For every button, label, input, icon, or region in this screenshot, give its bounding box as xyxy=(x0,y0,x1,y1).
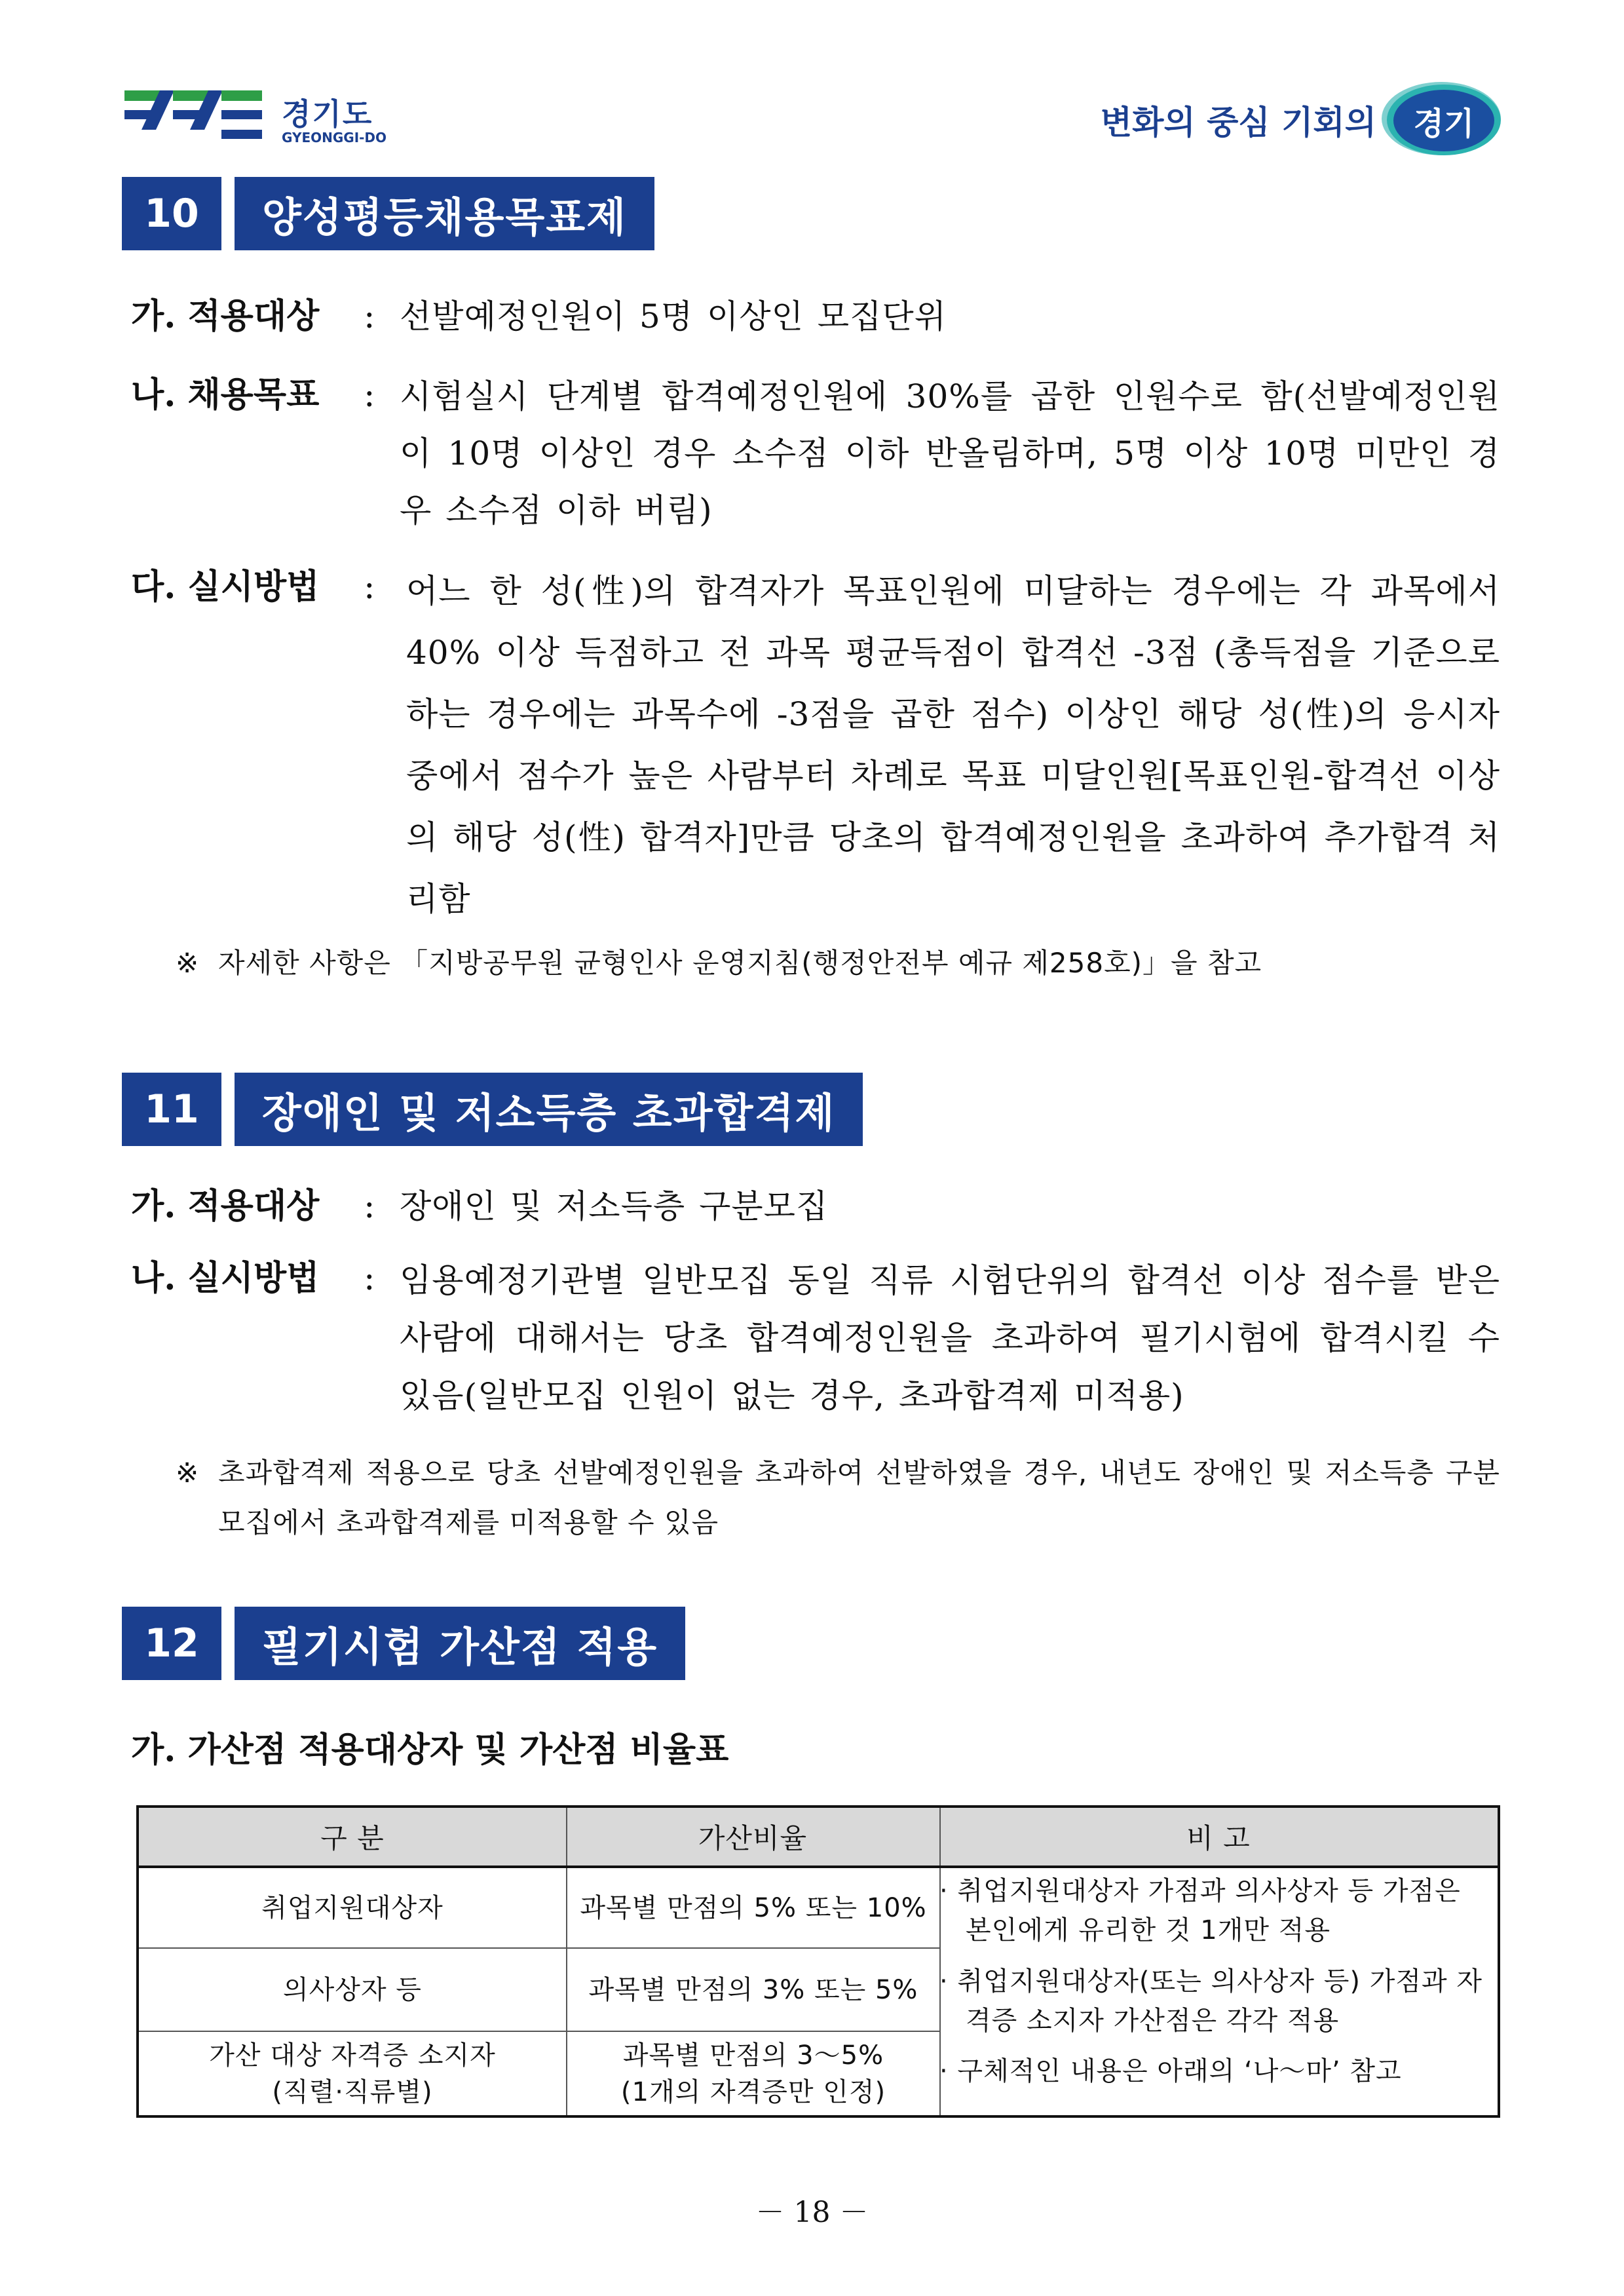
page-number: － 18 － xyxy=(755,2196,869,2229)
item-label: 가. 적용대상 xyxy=(131,296,320,336)
section-number: 12 xyxy=(122,1607,221,1680)
section-title: 양성평등채용목표제 xyxy=(235,177,654,250)
section-number: 10 xyxy=(122,177,221,250)
table-remark: · 구체적인 내용은 아래의 ‘나～마’ 참고 xyxy=(939,2056,1402,2086)
note-text: 자세한 사항은 「지방공무원 균형인사 운영지침(행정안전부 예규 제258호)」을 참고 xyxy=(218,947,1262,979)
item-label: 다. 실시방법 xyxy=(131,567,320,607)
slogan-badge xyxy=(1382,82,1506,157)
section-number: 11 xyxy=(122,1073,221,1146)
table-row-rate: 과목별 만점의 5% 또는 10% xyxy=(580,1892,927,1923)
section-title: 필기시험 가산점 적용 xyxy=(235,1607,685,1680)
table-header-rate: 가산비율 xyxy=(566,1808,939,1866)
section-12-subheading: 가. 가산점 적용대상자 및 가산점 비율표 xyxy=(131,1730,729,1770)
bonus-points-table xyxy=(136,1805,1500,2118)
logo-mark-icon xyxy=(124,90,262,156)
table-header-remarks: 비 고 xyxy=(939,1808,1498,1866)
item-colon: : xyxy=(364,297,375,336)
section-12-header xyxy=(122,1607,685,1680)
item-text: 시험실시 단계별 합격예정인원에 30%를 곱한 인원수로 함(선발예정인원이 10명 이상인 경우 소수점 이하 반올림하며, 5명 이상 10명 미만인 경우 소수점 이하 버림) xyxy=(400,377,1500,529)
item-colon: : xyxy=(364,1187,375,1226)
logo-subtitle: GYEONGGI-DO xyxy=(282,130,387,145)
item-colon: : xyxy=(364,375,375,415)
table-row-category: 의사상자 등 xyxy=(283,1974,422,2005)
section-10-header xyxy=(122,177,654,250)
slogan xyxy=(1101,82,1506,157)
note-mark: ※ xyxy=(176,947,199,979)
table-row-rate: 과목별 만점의 3% 또는 5% xyxy=(588,1974,918,2005)
gyeonggi-logo xyxy=(124,90,387,156)
item-label: 가. 적용대상 xyxy=(131,1186,320,1226)
section-10-item-target xyxy=(131,290,1500,343)
section-11-header xyxy=(122,1073,863,1146)
item-label: 나. 채용목표 xyxy=(131,375,320,415)
item-colon: : xyxy=(364,1259,375,1298)
table-row-rate: 과목별 만점의 3～5% (1개의 자격증만 인정) xyxy=(620,2040,886,2107)
table-remark: · 취업지원대상자 가점과 의사상자 등 가점은 본인에게 유리한 것 1개만 적용 xyxy=(939,1876,1461,1945)
item-text: 선발예정인원이 5명 이상인 모집단위 xyxy=(400,297,947,335)
table-row-category: 가산 대상 자격증 소지자 (직렬·직류별) xyxy=(209,2040,496,2107)
logo-name: 경기도 xyxy=(282,96,373,132)
item-text: 임용예정기관별 일반모집 동일 직류 시험단위의 합격선 이상 점수를 받은 사람에 대해서는 당초 합격예정인원을 초과하여 필기시험에 합격시킬 수 있음(일반모집 인원이 없는 경우, 초과합격제 미적용) xyxy=(400,1261,1500,1415)
slogan-text: 변화의 중심 기회의 xyxy=(1100,103,1376,142)
item-text: 어느 한 성(性)의 합격자가 목표인원에 미달하는 경우에는 각 과목에서 40% 이상 득점하고 전 과목 평균득점이 합격선 -3점 (총득점을 기준으로 하는 경우에는 과목수에 -3점을 곱한 점수) 이상인 해당 성(性)의 응시자 중에서 점수가 높은 사람부터 차례로 목표 미달인원[목표인원-합격선 이상의 해당 성(性) 합격자]만큼 당초의 합격예정인원을 초과하여 추가합격 처리함 xyxy=(406,572,1500,918)
table-row-category: 취업지원대상자 xyxy=(261,1892,444,1923)
table-remark: · 취업지원대상자(또는 의사상자 등) 가점과 자격증 소지자 가산점은 각각 적용 xyxy=(939,1966,1483,2036)
note-text: 초과합격제 적용으로 당초 선발예정인원을 초과하여 선발하였을 경우, 내년도 장애인 및 저소득층 구분모집에서 초과합격제를 미적용할 수 있음 xyxy=(218,1457,1500,1539)
section-11-item-target xyxy=(131,1179,1500,1233)
section-11-item-method xyxy=(131,1252,1500,1435)
section-10-item-goal xyxy=(131,368,1500,539)
section-title: 장애인 및 저소득층 초과합격제 xyxy=(235,1073,863,1146)
item-text: 장애인 및 저소득층 구분모집 xyxy=(400,1187,829,1225)
section-11-note xyxy=(176,1448,1500,1553)
table-header-category: 구 분 xyxy=(139,1808,566,1866)
item-label: 나. 실시방법 xyxy=(131,1258,320,1298)
section-10-note xyxy=(176,938,1500,991)
item-colon: : xyxy=(364,567,375,607)
section-10-item-method xyxy=(131,560,1500,927)
note-mark: ※ xyxy=(176,1457,199,1489)
badge-text: 경기 xyxy=(1413,105,1475,142)
